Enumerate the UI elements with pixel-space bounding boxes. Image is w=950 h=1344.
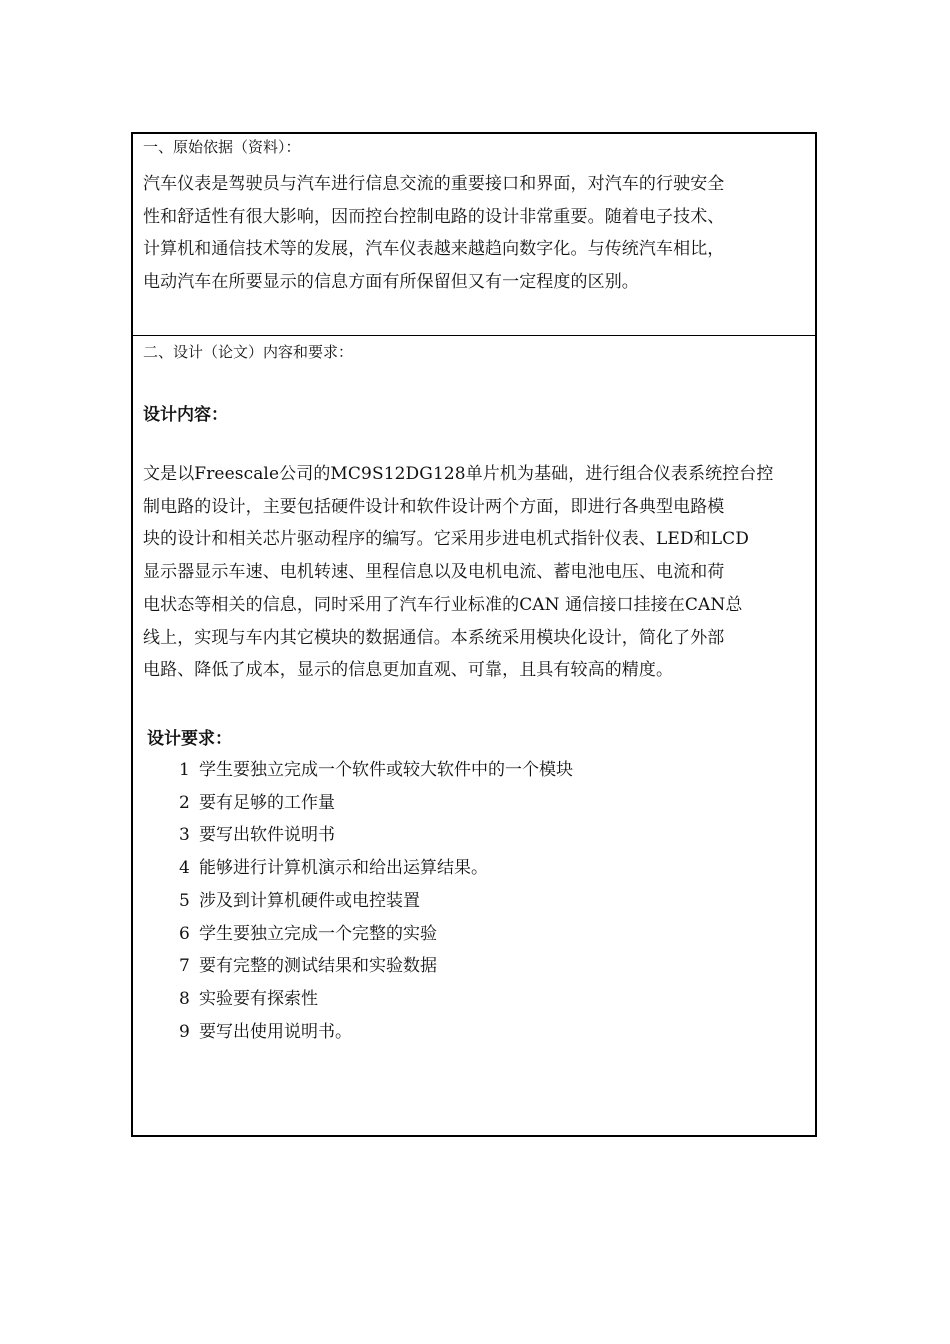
paragraph-line: 电状态等相关的信息，同时采用了汽车行业标准的CAN 通信接口挂接在CAN总 — [143, 594, 743, 615]
paragraph-line: 计算机和通信技术等的发展，汽车仪表越来越趋向数字化。与传统汽车相比， — [143, 239, 725, 260]
item-text: 能够进行计算机演示和给出运算结果。 — [199, 858, 488, 879]
paragraph-line: 块的设计和相关芯片驱动程序的编写。它采用步进电机式指针仪表、LED和LCD — [143, 529, 749, 550]
item-text: 要有完整的测试结果和实验数据 — [199, 956, 437, 977]
item-text: 学生要独立完成一个软件或较大软件中的一个模块 — [199, 760, 573, 780]
section-original-basis — [133, 134, 815, 336]
item-number: 5 — [179, 890, 190, 911]
requirements-list — [179, 754, 573, 1048]
item-number: 3 — [179, 825, 190, 846]
item-text: 要写出使用说明书。 — [199, 1021, 352, 1042]
paragraph-line: 线上，实现与车内其它模块的数据通信。本系统采用模块化设计，简化了外部 — [143, 627, 725, 648]
section-1-heading: 一、原始依据（资料）： — [143, 138, 301, 156]
list-item — [179, 1016, 573, 1049]
list-item — [179, 950, 573, 983]
item-number: 2 — [179, 792, 190, 813]
list-item — [179, 754, 573, 787]
original-basis-paragraph — [143, 168, 813, 299]
list-item — [179, 983, 573, 1016]
item-number: 7 — [179, 956, 190, 977]
item-text: 学生要独立完成一个完整的实验 — [199, 923, 437, 944]
design-content-paragraph — [143, 458, 813, 687]
paragraph-line: 显示器显示车速、电机转速、里程信息以及电机电流、蓄电池电压、电流和荷 — [143, 562, 725, 583]
paragraph-line: 制电路的设计，主要包括硬件设计和软件设计两个方面，即进行各典型电路模 — [143, 496, 725, 517]
section-design-content — [133, 336, 815, 1135]
paragraph-line: 文是以Freescale公司的MC9S12DG128单片机为基础，进行组合仪表系统控台控 — [143, 464, 774, 484]
design-content-title: 设计内容： — [143, 405, 228, 425]
item-number: 9 — [179, 1021, 190, 1042]
item-text: 要有足够的工作量 — [199, 792, 335, 813]
list-item — [179, 918, 573, 951]
list-item — [179, 819, 573, 852]
list-item — [179, 852, 573, 885]
list-item — [179, 787, 573, 820]
item-number: 1 — [179, 760, 190, 780]
item-number: 4 — [179, 858, 190, 879]
item-text: 要写出软件说明书 — [199, 825, 335, 846]
item-text: 实验要有探索性 — [199, 988, 318, 1009]
design-requirements-title: 设计要求： — [147, 729, 232, 749]
item-number: 6 — [179, 923, 190, 944]
list-item — [179, 885, 573, 918]
item-text: 涉及到计算机硬件或电控装置 — [199, 890, 420, 911]
paragraph-line: 性和舒适性有很大影响，因而控台控制电路的设计非常重要。随着电子技术、 — [143, 206, 725, 227]
item-number: 8 — [179, 988, 190, 1009]
section-2-heading: 二、设计（论文）内容和要求： — [143, 343, 354, 361]
paragraph-line: 汽车仪表是驾驶员与汽车进行信息交流的重要接口和界面，对汽车的行驶安全 — [143, 174, 725, 194]
form-table — [131, 132, 817, 1137]
paragraph-line: 电路、降低了成本，显示的信息更加直观、可靠，且具有较高的精度。 — [143, 660, 674, 681]
paragraph-line: 电动汽车在所要显示的信息方面有所保留但又有一定程度的区别。 — [143, 272, 639, 293]
